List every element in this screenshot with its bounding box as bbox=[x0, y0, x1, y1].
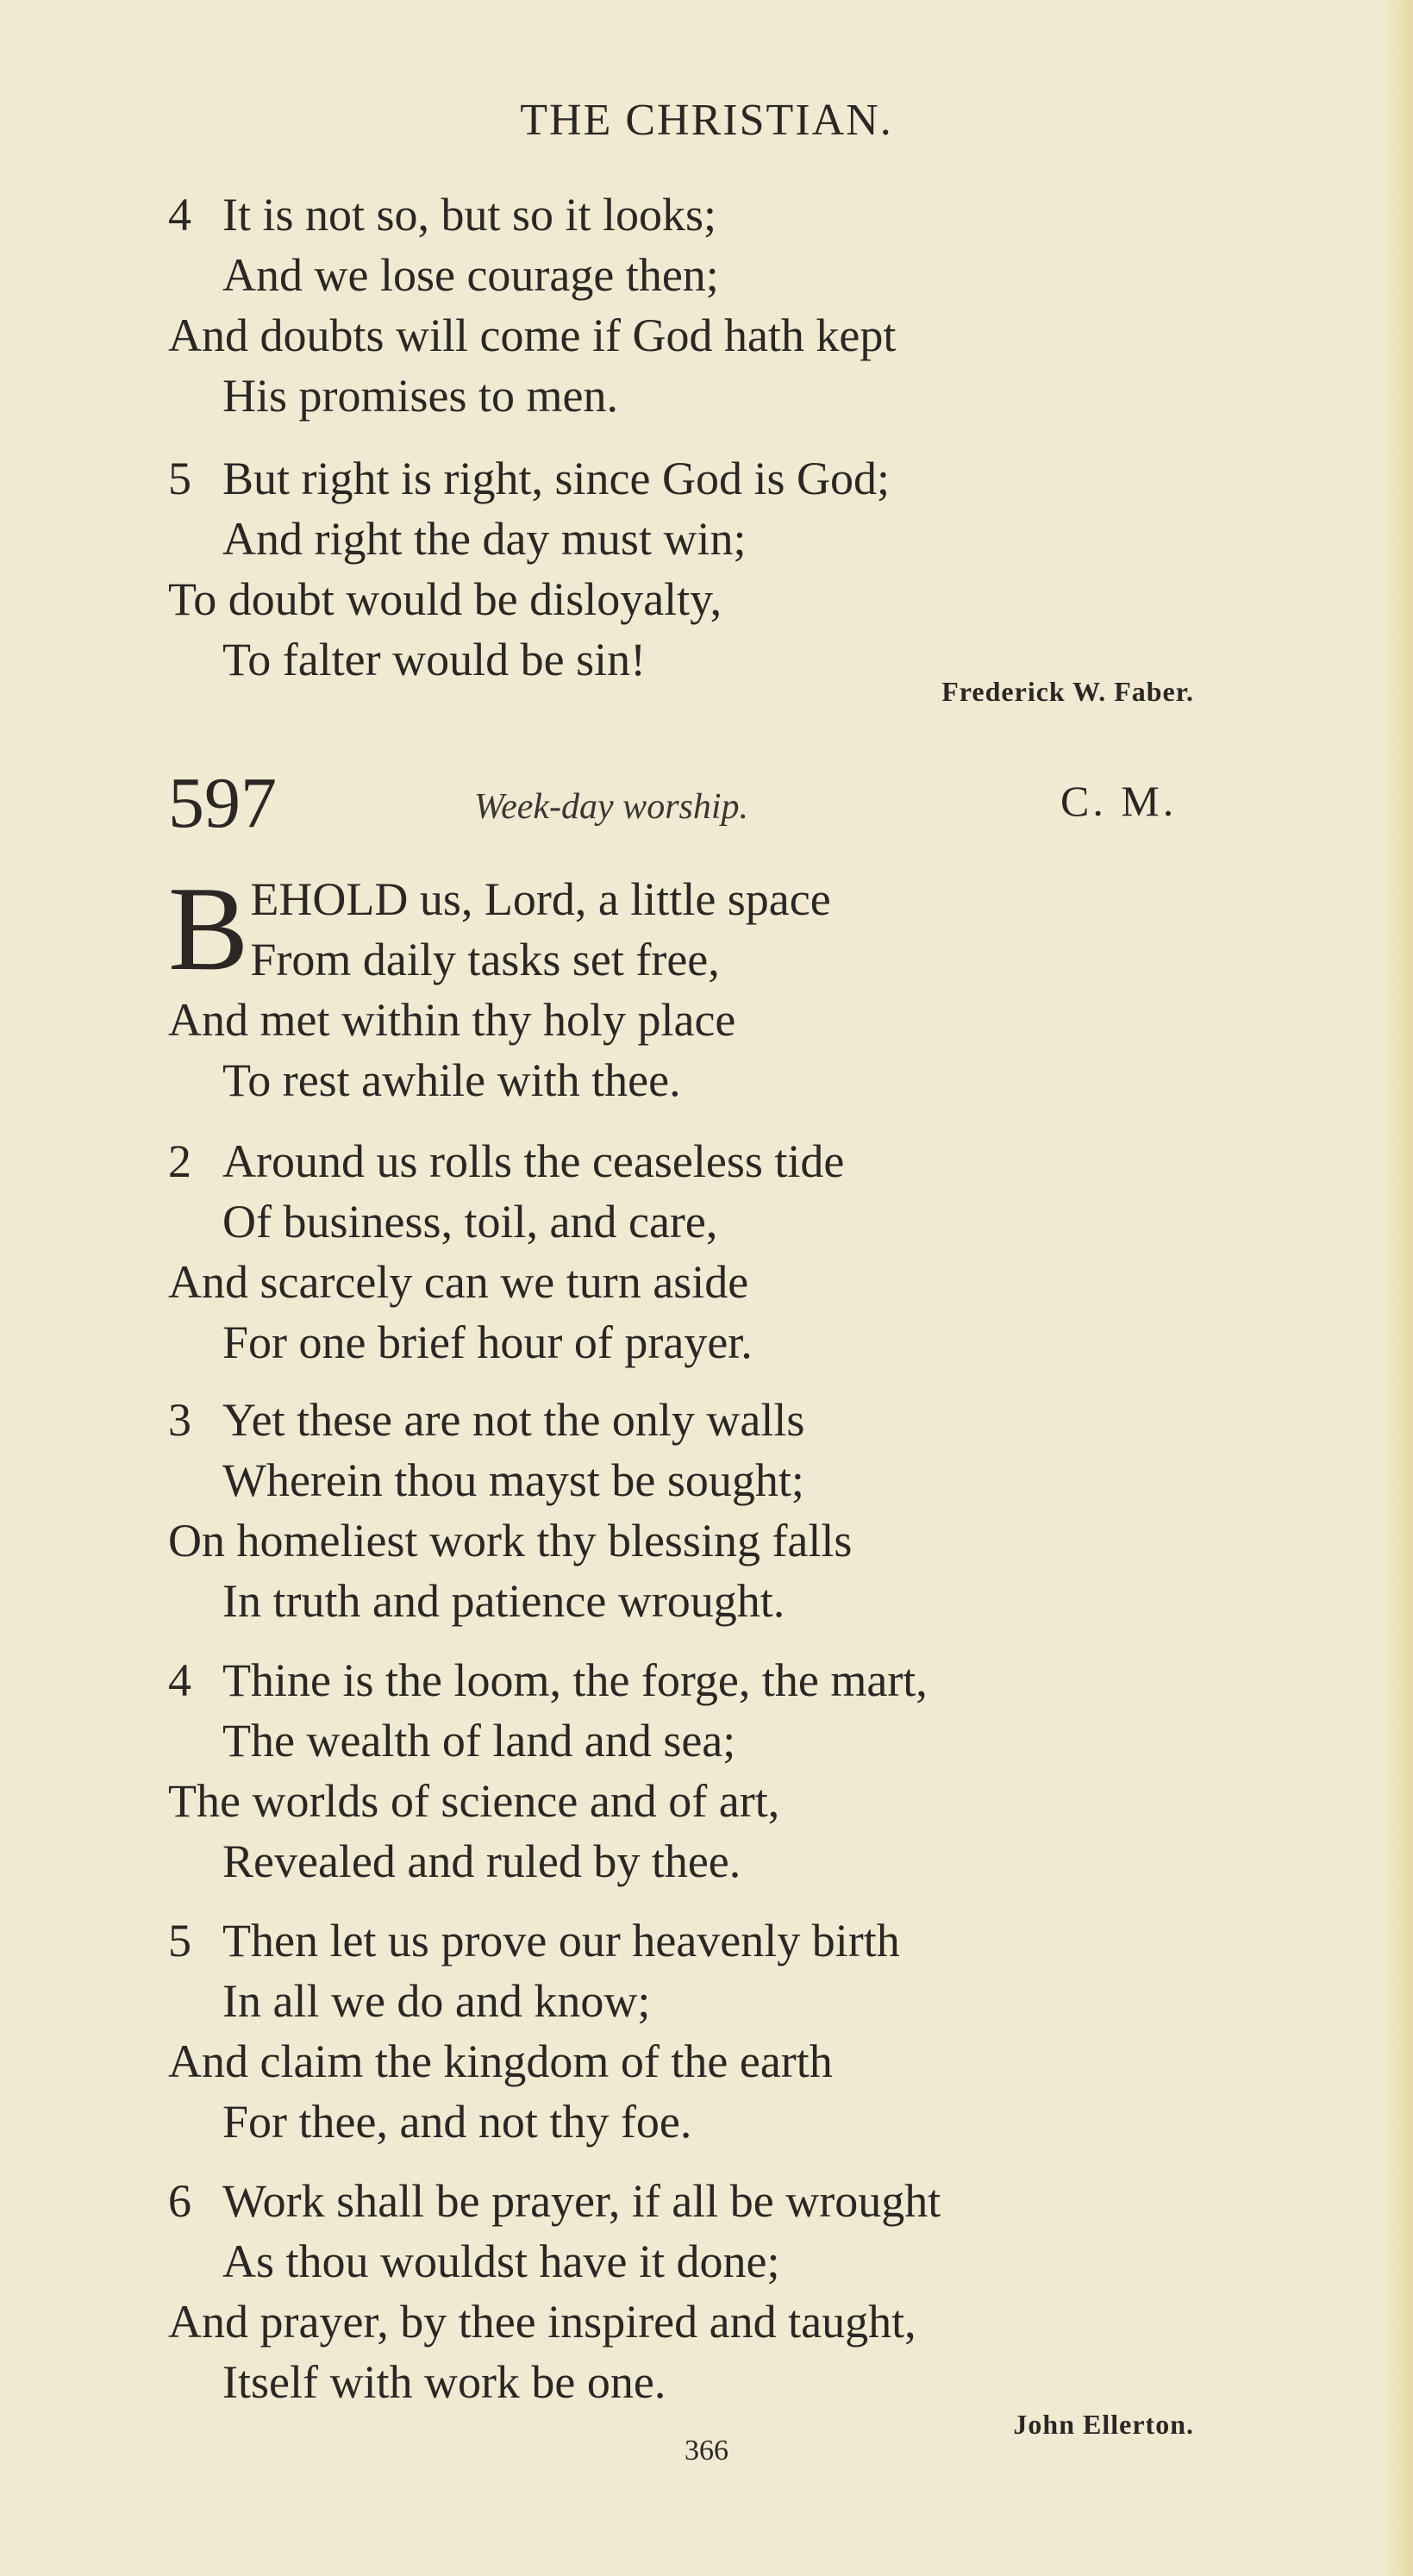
hymn-author: John Ellerton. bbox=[1013, 2409, 1194, 2440]
stanza-line: Of business, toil, and care, bbox=[222, 1196, 718, 1247]
stanza-line: The wealth of land and sea; bbox=[222, 1715, 736, 1766]
stanza-line: For one brief hour of prayer. bbox=[222, 1316, 753, 1368]
stanza-line: From daily tasks set free, bbox=[250, 934, 720, 985]
stanza-line: 5 Then let us prove our heavenly birth bbox=[168, 1910, 1254, 1971]
hymn-number: 597 bbox=[168, 763, 277, 843]
stanza-line: And claim the kingdom of the earth bbox=[168, 2035, 833, 2087]
page-header: THE CHRISTIAN. bbox=[520, 96, 893, 145]
stanza-line: In truth and patience wrought. bbox=[222, 1575, 785, 1627]
stanza-number: 4 bbox=[168, 189, 191, 241]
stanza-line: 5 But right is right, since God is God; bbox=[168, 448, 1254, 509]
stanza-line: Revealed and ruled by thee. bbox=[222, 1835, 741, 1887]
hymn-title: Week-day worship. bbox=[474, 787, 749, 827]
hymn-stanza-5 bbox=[168, 1910, 1254, 2152]
stanza-number: 4 bbox=[168, 1654, 191, 1706]
hymn-heading bbox=[168, 760, 1203, 847]
stanza-line: His promises to men. bbox=[222, 370, 618, 422]
hymn-stanza-6 bbox=[168, 2171, 1254, 2412]
hymn-meter: C. M. bbox=[1060, 777, 1178, 825]
stanza-line: The worlds of science and of art, bbox=[168, 1775, 780, 1827]
stanza-number: 5 bbox=[168, 1915, 191, 1966]
stanza-number: 3 bbox=[168, 1394, 191, 1446]
stanza-line: And we lose courage then; bbox=[222, 249, 719, 301]
stanza-line: 4 It is not so, but so it looks; bbox=[168, 184, 1254, 245]
prev-hymn-author: Frederick W. Faber. bbox=[941, 676, 1194, 707]
stanza-line: And scarcely can we turn aside bbox=[168, 1256, 749, 1308]
page-edge bbox=[1387, 0, 1413, 2576]
stanza-line: On homeliest work thy blessing falls bbox=[168, 1515, 853, 1566]
stanza-line: To rest awhile with thee. bbox=[222, 1054, 681, 1106]
hymn-stanza-4 bbox=[168, 1650, 1254, 1891]
page-number: 366 bbox=[685, 2435, 728, 2467]
stanza-line: In all we do and know; bbox=[222, 1975, 651, 2027]
stanza-number: 2 bbox=[168, 1135, 191, 1187]
stanza-line: EHOLD us, Lord, a little space bbox=[250, 873, 831, 925]
stanza-line: To falter would be sin! bbox=[222, 634, 647, 685]
stanza-line: For thee, and not thy foe. bbox=[222, 2096, 692, 2148]
drop-cap: B bbox=[168, 862, 249, 996]
stanza-line: 2 Around us rolls the ceaseless tide bbox=[168, 1131, 1254, 1191]
stanza-line: As thou wouldst have it done; bbox=[222, 2235, 780, 2287]
stanza-line: 6 Work shall be prayer, if all be wrought bbox=[168, 2171, 1254, 2231]
stanza-line: 3 Yet these are not the only walls bbox=[168, 1390, 1254, 1450]
hymn-stanza-1 bbox=[168, 862, 1254, 1110]
prev-stanza-5 bbox=[168, 448, 1254, 690]
stanza-line: And met within thy holy place bbox=[168, 994, 736, 1046]
hymn-stanza-3 bbox=[168, 1390, 1254, 1631]
stanza-line: And doubts will come if God hath kept bbox=[168, 309, 897, 361]
prev-stanza-4 bbox=[168, 184, 1254, 426]
stanza-line: Wherein thou mayst be sought; bbox=[222, 1454, 804, 1506]
stanza-line: And prayer, by thee inspired and taught, bbox=[168, 2296, 916, 2348]
stanza-line: And right the day must win; bbox=[222, 513, 747, 565]
stanza-line: 4 Thine is the loom, the forge, the mart, bbox=[168, 1650, 1254, 1710]
hymn-stanza-2 bbox=[168, 1131, 1254, 1372]
stanza-line: Itself with work be one. bbox=[222, 2356, 666, 2408]
stanza-number: 5 bbox=[168, 453, 191, 504]
stanza-number: 6 bbox=[168, 2175, 191, 2227]
stanza-line: To doubt would be disloyalty, bbox=[168, 573, 722, 625]
